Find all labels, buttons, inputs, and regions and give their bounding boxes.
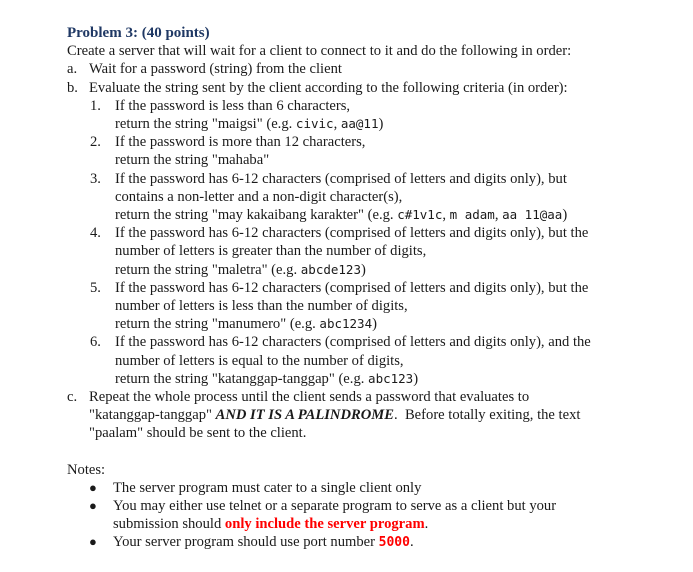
bullet-icon: ●	[89, 479, 97, 495]
criterion-6	[67, 333, 677, 388]
example-code: m adam	[449, 207, 495, 223]
problem-document	[67, 24, 677, 553]
note-text: submission should only include the server program.	[113, 516, 429, 533]
note-item	[67, 479, 677, 497]
step-marker: b.	[67, 79, 78, 96]
criterion-condition-cont: number of letters is less than the number of digits,	[115, 298, 408, 315]
note-text: You may either use telnet or a separate program to serve as a client but your	[113, 498, 557, 515]
criterion-marker: 6.	[90, 334, 101, 351]
note-text: Your server program should use port number 5000.	[113, 534, 414, 551]
criterion-return: return the string "katanggap-tanggap" (e.g. abc123)	[115, 370, 419, 387]
criterion-1	[67, 97, 677, 133]
example-code: abc123	[368, 370, 414, 386]
step-b	[67, 79, 677, 97]
criterion-marker: 5.	[90, 279, 101, 296]
criterion-3	[67, 170, 677, 225]
criterion-condition: If the password has 6-12 characters (comprised of letters and digits only), but the	[115, 279, 589, 296]
criterion-return: return the string "manumero" (e.g. abc1234)	[115, 316, 377, 333]
criterion-4	[67, 224, 677, 279]
step-text: "katanggap-tanggap" AND IT IS A PALINDROME. Before totally exiting, the text	[89, 407, 581, 424]
criterion-5	[67, 279, 677, 334]
criterion-condition-cont: number of letters is greater than the number of digits,	[115, 243, 427, 260]
step-a	[67, 60, 677, 78]
criterion-condition: If the password is less than 6 characters,	[115, 97, 351, 114]
step-marker: a.	[67, 61, 78, 78]
criterion-marker: 3.	[90, 170, 101, 187]
criterion-return: return the string "mahaba"	[115, 152, 270, 169]
criterion-marker: 1.	[90, 97, 101, 114]
criterion-condition: If the password has 6-12 characters (comprised of letters and digits only), but the	[115, 225, 589, 242]
step-marker: c.	[67, 389, 78, 406]
step-text: "paalam" should be sent to the client.	[89, 425, 307, 442]
criterion-return: return the string "maigsi" (e.g. civic, aa@11)	[115, 116, 384, 133]
criterion-marker: 2.	[90, 134, 101, 151]
port-number: 5000	[378, 535, 410, 551]
criterion-condition-cont: contains a non-letter and a non-digit character(s),	[115, 188, 403, 205]
step-text: Repeat the whole process until the client sends a password that evaluates to	[89, 389, 530, 406]
criterion-condition-cont: number of letters is equal to the number of digits,	[115, 352, 404, 369]
note-text: The server program must cater to a single client only	[113, 479, 422, 496]
notes-heading: Notes:	[67, 461, 106, 478]
criterion-marker: 4.	[90, 225, 101, 242]
bullet-icon: ●	[89, 498, 97, 514]
criterion-condition: If the password is more than 12 characters,	[115, 134, 366, 151]
step-text: Wait for a password (string) from the client	[89, 61, 342, 78]
criterion-return: return the string "may kakaibang karakter" (e.g. c#1v1c, m adam, aa 11@aa)	[115, 207, 568, 224]
note-item	[67, 497, 677, 533]
example-code: aa 11@aa	[502, 207, 563, 223]
palindrome-emphasis: AND IT IS A PALINDROME	[215, 407, 394, 424]
step-text: Evaluate the string sent by the client according to the following criteria (in order):	[89, 79, 568, 96]
example-code: abc1234	[319, 316, 373, 332]
note-item	[67, 533, 677, 552]
problem-title: Problem 3: (40 points)	[67, 25, 210, 41]
criterion-return: return the string "maletra" (e.g. abcde123)	[115, 261, 366, 278]
intro-text: Create a server that will wait for a client to connect to it and do the following in order:	[67, 43, 572, 60]
example-code: aa@11	[340, 116, 379, 132]
example-code: civic	[295, 116, 334, 132]
criterion-2	[67, 133, 677, 169]
highlight-text: only include the server program	[224, 516, 425, 533]
example-code: abcde123	[300, 261, 361, 277]
criterion-condition: If the password has 6-12 characters (comprised of letters and digits only), but	[115, 170, 567, 187]
bullet-icon: ●	[89, 534, 97, 550]
example-code: c#1v1c	[397, 207, 443, 223]
step-c	[67, 388, 677, 443]
criterion-condition: If the password has 6-12 characters (comprised of letters and digits only), and the	[115, 334, 591, 351]
